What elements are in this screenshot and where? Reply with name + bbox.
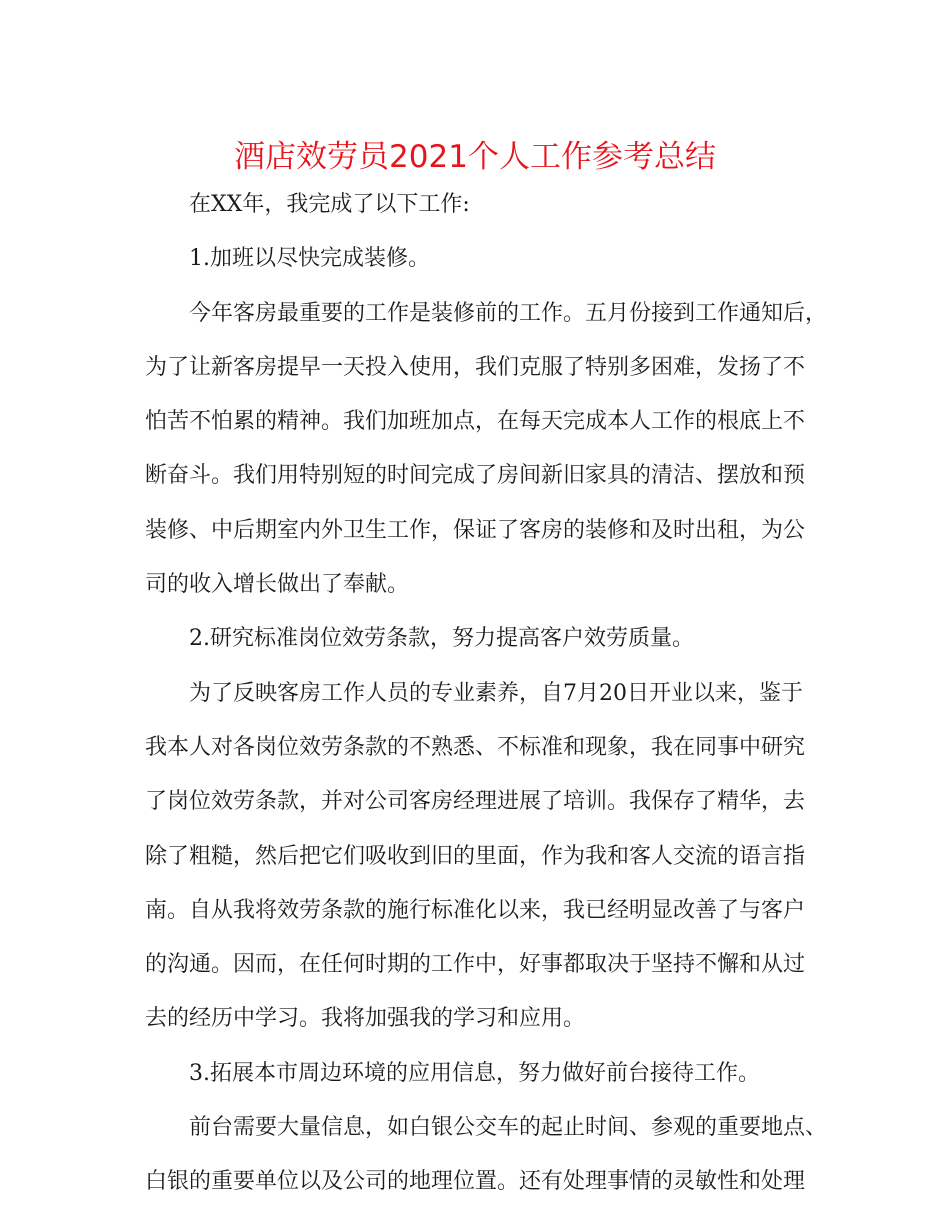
text-line: 在XX年，我完成了以下工作: — [189, 192, 470, 217]
text-line: 除了粗糙，然后把它们吸收到旧的里面，作为我和客人交流的语言指 — [145, 843, 806, 869]
text-line: 为了反映客房工作人员的专业素养，自7月20日开业以来，鉴于 — [189, 680, 803, 706]
text-line: 装修、中后期室内外卫生工作，保证了客房的装修和及时出租，为公 — [145, 517, 806, 543]
text-line: 了岗位效劳条款，并对公司客房经理进展了培训。我保存了精华，去 — [145, 789, 806, 815]
document-title: 酒店效劳员2021个人工作参考总结 — [234, 139, 716, 175]
text-line: 白银的重要单位以及公司的地理位置。还有处理事情的灵敏性和处理 — [145, 1169, 806, 1195]
text-line: 司的收入增长做出了奉献。 — [145, 572, 410, 598]
text-line: 为了让新客房提早一天投入使用，我们克服了特别多困难，发扬了不 — [145, 354, 806, 380]
text-line: 今年客房最重要的工作是装修前的工作。五月份接到工作通知后， — [189, 300, 828, 326]
section-heading: 3.拓展本市周边环境的应用信息，努力做好前台接待工作。 — [189, 1060, 760, 1086]
text-line: 的沟通。因而，在任何时期的工作中，好事都取决于坚持不懈和从过 — [145, 952, 806, 978]
text-line: 去的经历中学习。我将加强我的学习和应用。 — [145, 1006, 586, 1032]
text-line: 前台需要大量信息，如白银公交车的起止时间、参观的重要地点、 — [189, 1115, 828, 1141]
text-line: 怕苦不怕累的精神。我们加班加点，在每天完成本人工作的根底上不 — [145, 409, 806, 435]
section-heading: 2.研究标准岗位效劳条款，努力提高客户效劳质量。 — [189, 626, 694, 652]
document-body — [145, 178, 828, 1210]
text-line: 南。自从我将效劳条款的施行标准化以来，我已经明显改善了与客户 — [145, 897, 806, 923]
text-line: 断奋斗。我们用特别短的时间完成了房间新旧家具的清洁、摆放和预 — [145, 463, 806, 489]
section-heading: 1.加班以尽快完成装修。 — [189, 246, 430, 272]
text-line: 我本人对各岗位效劳条款的不熟悉、不标准和现象，我在同事中研究 — [145, 734, 806, 760]
